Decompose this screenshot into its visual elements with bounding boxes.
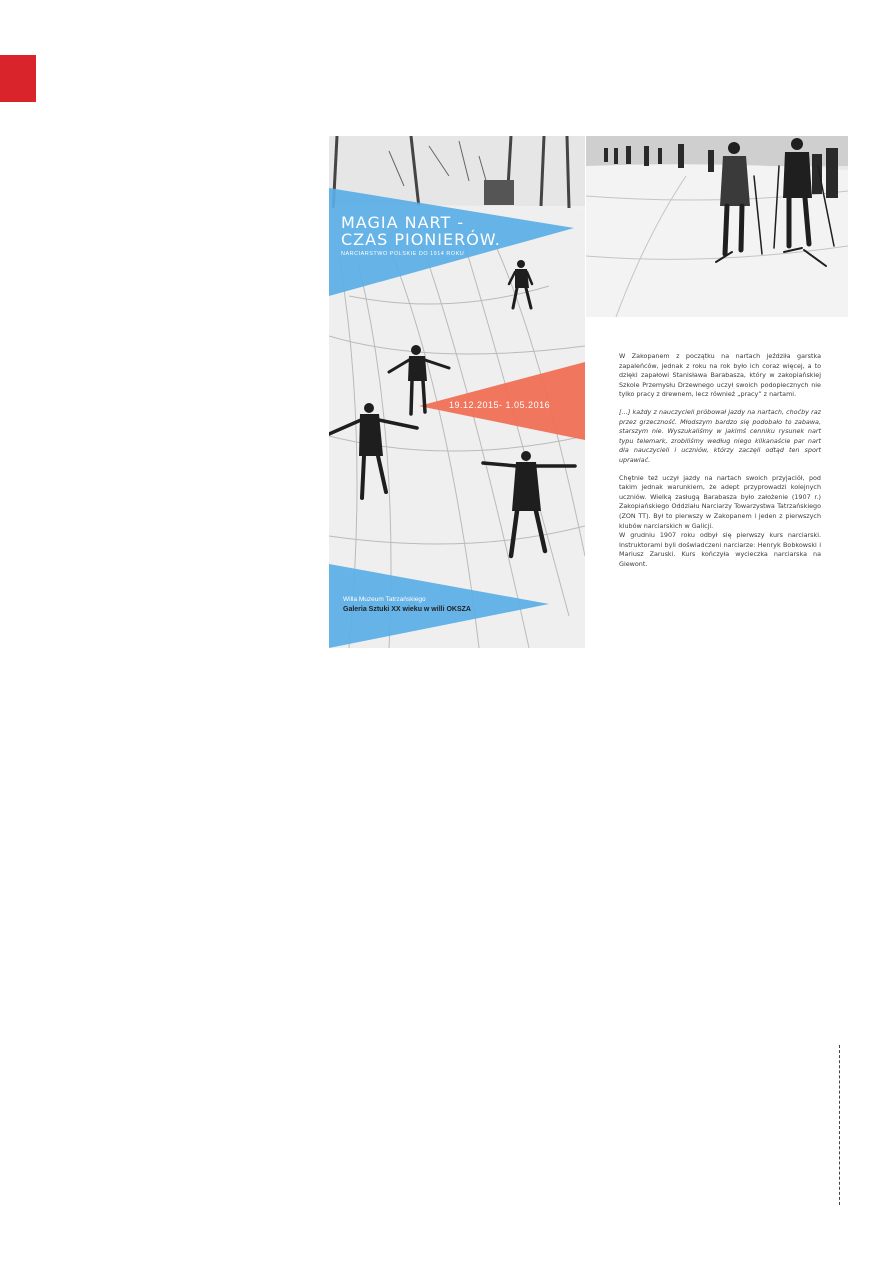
article-paragraph-1: W Zakopanem z początku na nartach jeździła garstka zapaleńców, jednak z roku na rok było ich coraz więcej, a to dzięki zapałowi Stanisława Barabasza, który w zakopiańskiej Szkole Przemysłu Drzewnego uczył swoich podopiecznych nie tylko pracy z drewnem, lecz również „pracy” z nartami. (619, 352, 821, 399)
article-quote: […] każdy z nauczycieli próbował jazdy na nartach, choćby raz przez grzeczność. Młodszym bardzo się podobało to zabawa, starszym nie. Wyszukaliśmy w jakimś cenniku rysunek nart typu telemark, zrobiliśmy według niego kilkanaście par nart dla nauczycieli i uczniów, którzy zaczęli odtąd ten sport uprawiać. (619, 407, 821, 464)
poster-title: MAGIA NART - CZAS PIONIERÓW. (341, 213, 501, 249)
historic-skiers-photo (586, 136, 848, 317)
article-paragraph-3: W grudniu 1907 roku odbył się pierwszy kurs narciarski. Instruktorami byli doświadczeni narciarze: Henryk Bobkowski i Mariusz Zaruski. Kurs kończyła wycieczka narciarska na Giewont. (619, 531, 821, 568)
exhibition-poster (329, 136, 585, 648)
historic-photo-artwork (586, 136, 848, 317)
exhibition-leaflet (329, 136, 848, 648)
article-text (619, 352, 821, 569)
article-paragraph-2: Chętnie też uczył jazdy na nartach swoich przyjaciół, pod takim jednak warunkiem, że adept przyprowadzi kolejnych uczniów. Wielką zasługą Barabasza było założenie (1907 r.) Zakopiańskiego Oddziału Narciarzy Towarzystwa Tatrzańskiego (ZON TT). Był to pierwszy w Zakopanem i jeden z pierwszych klubów narciarskich w Galicji. (619, 473, 821, 530)
poster-venue-museum: Willa Muzeum Tatrzańskiego (343, 596, 426, 603)
poster-dates: 19.12.2015- 1.05.2016 (449, 400, 551, 410)
dashed-cut-line (839, 1045, 840, 1205)
page-corner-tab (0, 55, 36, 102)
poster-venue-gallery: Galeria Sztuki XX wieku w willi OKSZA (343, 606, 471, 613)
poster-subtitle: NARCIARSTWO POLSKIE DO 1914 ROKU (341, 251, 465, 257)
